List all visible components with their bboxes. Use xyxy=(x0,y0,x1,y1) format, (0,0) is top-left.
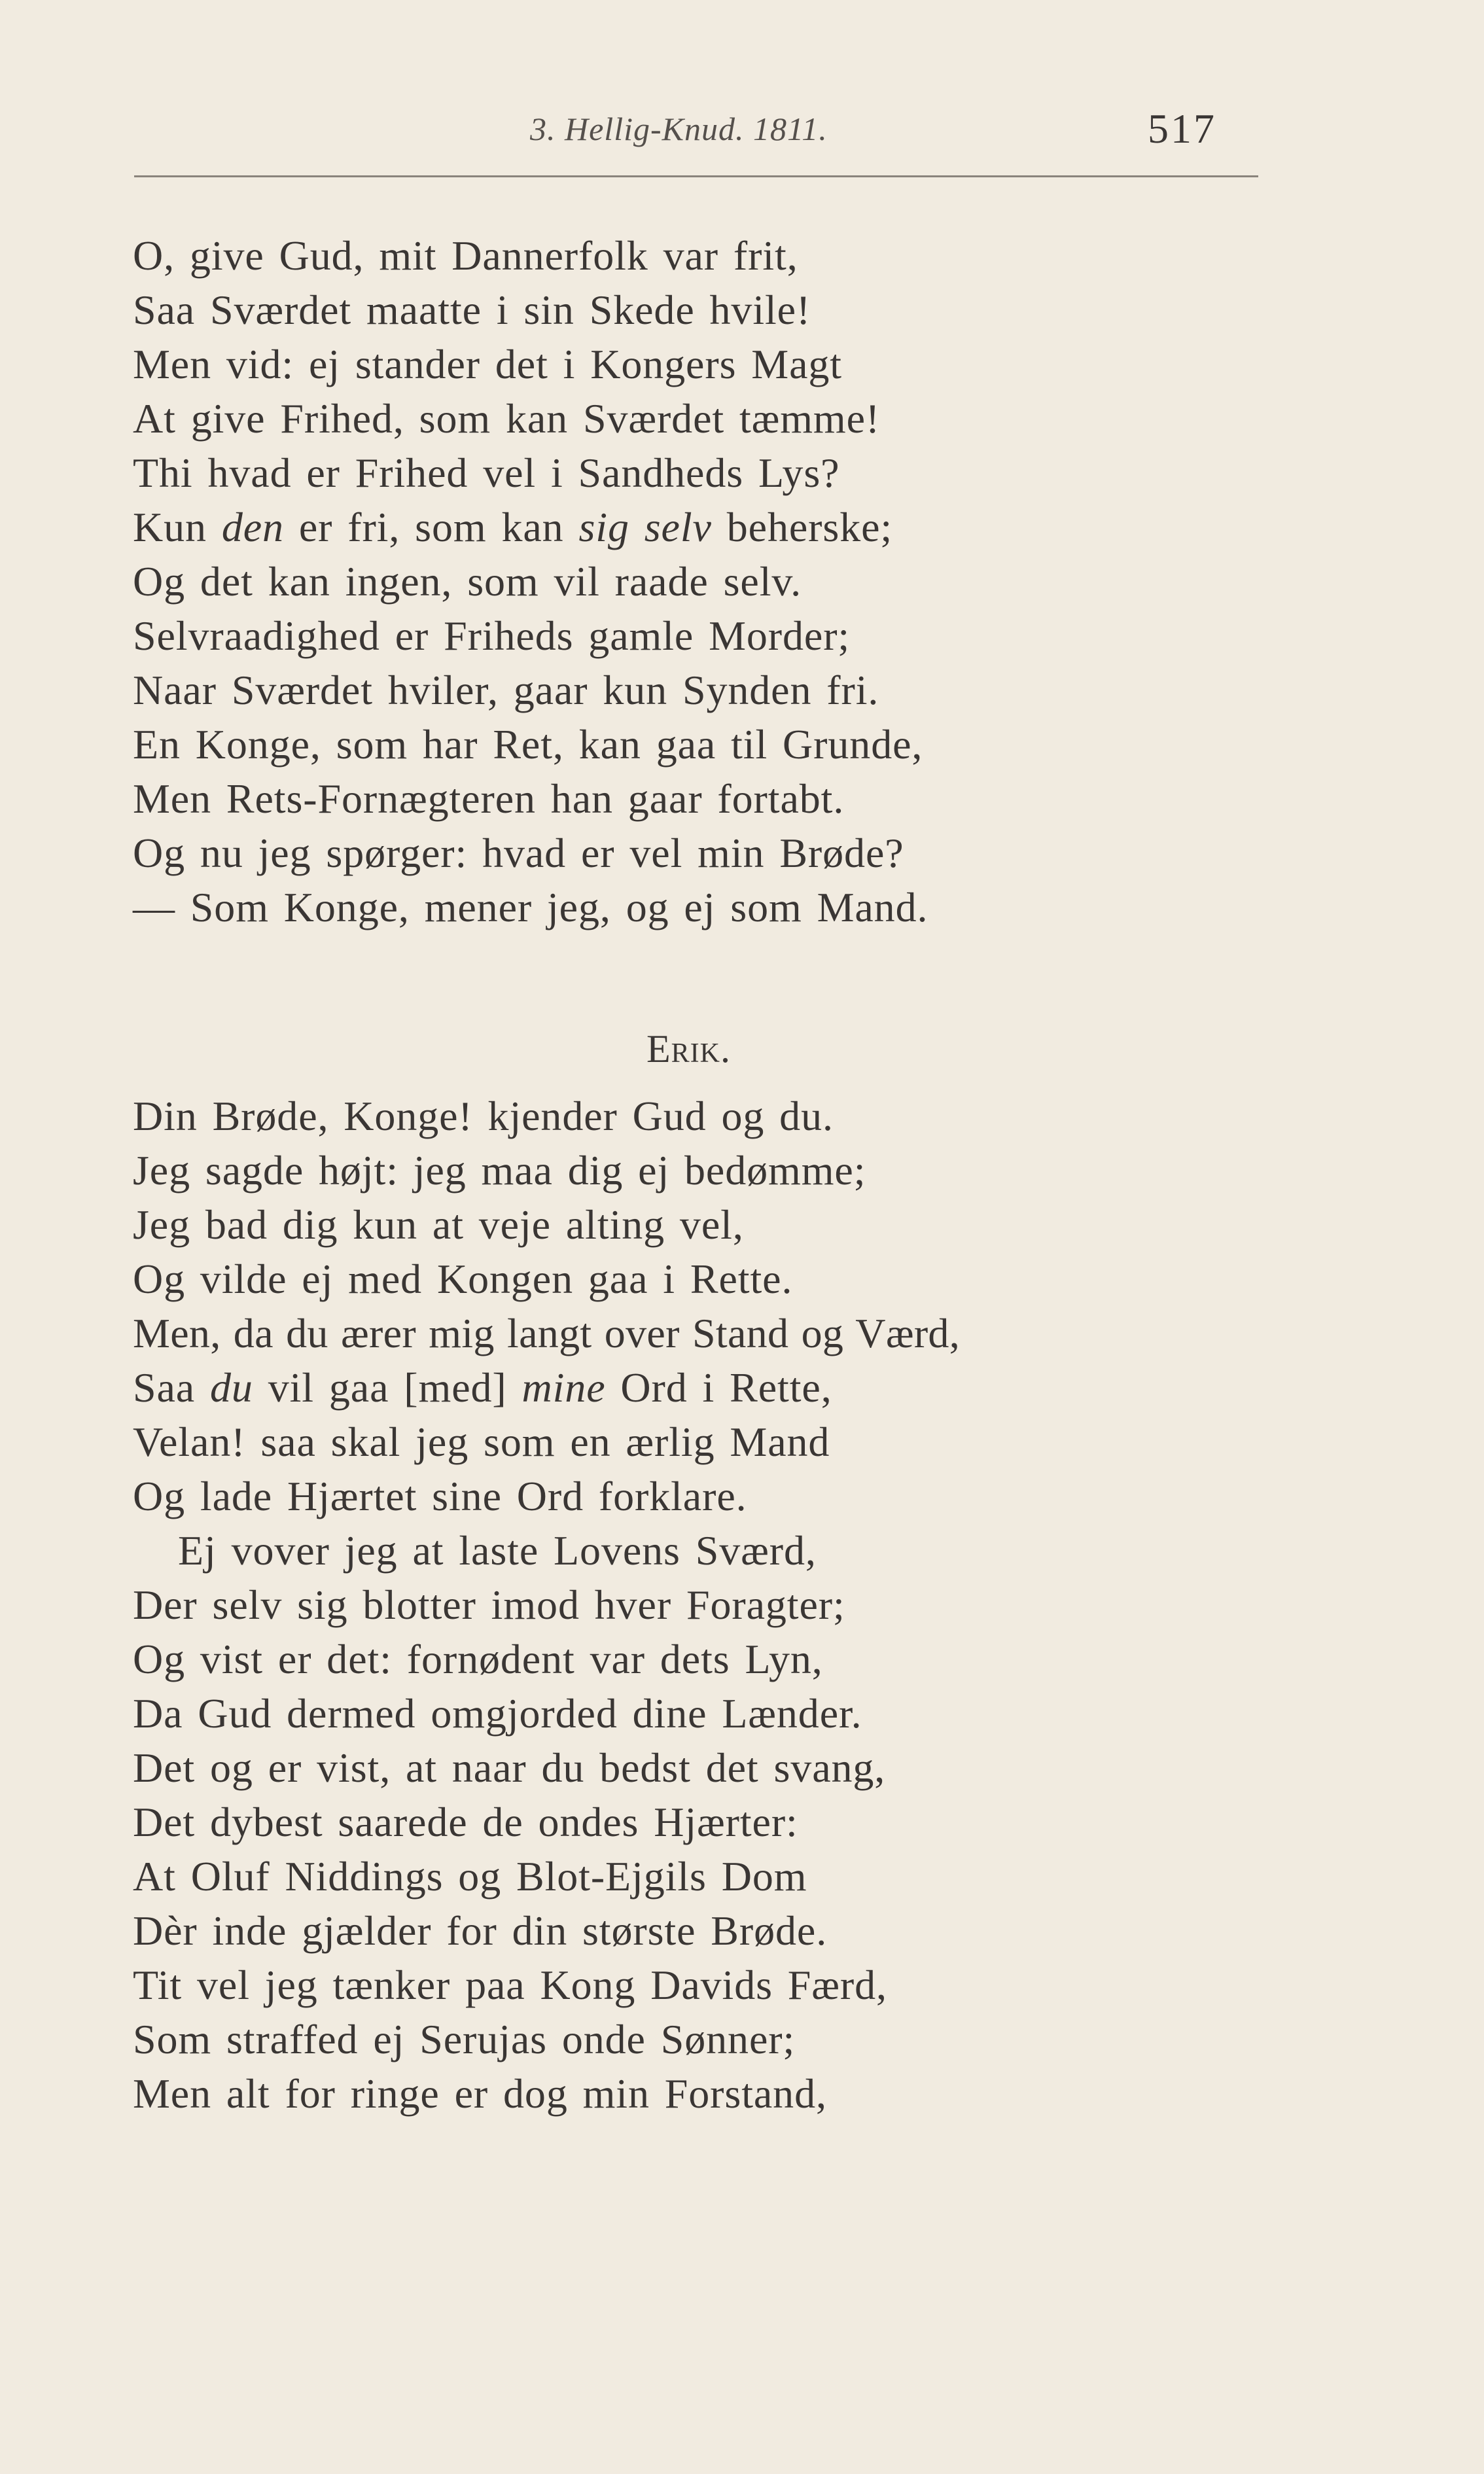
verse-line: Selvraadighed er Friheds gamle Morder; xyxy=(133,612,851,659)
verse-text: er fri, som kan xyxy=(283,504,579,550)
verse-line: Dèr inde gjælder for din største Brøde. xyxy=(133,1907,828,1954)
verse-line: Og det kan ingen, som vil raade selv. xyxy=(133,558,802,605)
verse-line: Der selv sig blotter imod hver Foragter; xyxy=(133,1582,845,1628)
verse-line xyxy=(133,1362,832,1414)
emphasis-text: du xyxy=(210,1364,253,1411)
header-rule xyxy=(134,175,1258,177)
verse-line: Men alt for ringe er dog min Forstand, xyxy=(133,2070,827,2117)
verse-line: Men Rets-Fornægteren han gaar fortabt. xyxy=(133,775,845,822)
page-number: 517 xyxy=(1148,105,1216,152)
emphasis-text: den xyxy=(221,504,284,550)
verse-line: Saa Sværdet maatte i sin Skede hvile! xyxy=(133,287,811,333)
verse-line: Og lade Hjærtet sine Ord forklare. xyxy=(133,1473,747,1519)
verse-line: Da Gud dermed omgjorded dine Lænder. xyxy=(133,1690,862,1737)
speaker-name: Erik. xyxy=(646,1027,731,1070)
verse-line: Ej vover jeg at laste Lovens Sværd, xyxy=(178,1527,817,1574)
verse-line: Og nu jeg spørger: hvad er vel min Brøde? xyxy=(133,830,904,876)
verse-text: Saa xyxy=(133,1364,211,1411)
verse-line: At Oluf Niddings og Blot-Ejgils Dom xyxy=(133,1853,807,1900)
verse-line: At give Frihed, som kan Sværdet tæmme! xyxy=(133,395,881,442)
verse-line: Det dybest saarede de ondes Hjærter: xyxy=(133,1799,798,1845)
verse-line: Naar Sværdet hviler, gaar kun Synden fri. xyxy=(133,667,879,713)
verse-line: Som straffed ej Serujas onde Sønner; xyxy=(133,2016,796,2062)
verse-text: vil gaa [med] xyxy=(253,1364,522,1411)
verse-line: Det og er vist, at naar du bedst det svang, xyxy=(133,1744,886,1791)
verse-line: Tit vel jeg tænker paa Kong Davids Færd, xyxy=(133,1962,887,2008)
verse-line: Jeg bad dig kun at veje alting vel, xyxy=(133,1201,744,1248)
verse-text: Kun xyxy=(133,504,222,550)
verse-line xyxy=(133,501,892,554)
verse-line: Din Brøde, Konge! kjender Gud og du. xyxy=(133,1093,834,1139)
verse-line: Og vist er det: fornødent var dets Lyn, xyxy=(133,1636,823,1682)
verse-line: Thi hvad er Frihed vel i Sandheds Lys? xyxy=(133,450,840,496)
verse-text: beherske; xyxy=(711,504,893,550)
verse-line: — Som Konge, mener jeg, og ej som Mand. xyxy=(133,884,928,930)
emphasis-text: sig selv xyxy=(578,504,712,550)
verse-line: Men vid: ej stander det i Kongers Magt xyxy=(133,341,842,387)
emphasis-text: mine xyxy=(521,1364,606,1411)
verse-line: Men, da du ærer mig langt over Stand og Værd, xyxy=(133,1310,961,1356)
verse-line: O, give Gud, mit Dannerfolk var frit, xyxy=(133,232,798,279)
verse-line: En Konge, som har Ret, kan gaa til Grunde, xyxy=(133,721,923,768)
verse-line: Og vilde ej med Kongen gaa i Rette. xyxy=(133,1256,793,1302)
verse-line: Jeg sagde højt: jeg maa dig ej bedømme; xyxy=(133,1147,866,1193)
verse-text: Ord i Rette, xyxy=(605,1364,832,1411)
verse-line: Velan! saa skal jeg som en ærlig Mand xyxy=(133,1419,830,1465)
running-head: 3. Hellig-Knud. 1811. xyxy=(530,111,828,147)
